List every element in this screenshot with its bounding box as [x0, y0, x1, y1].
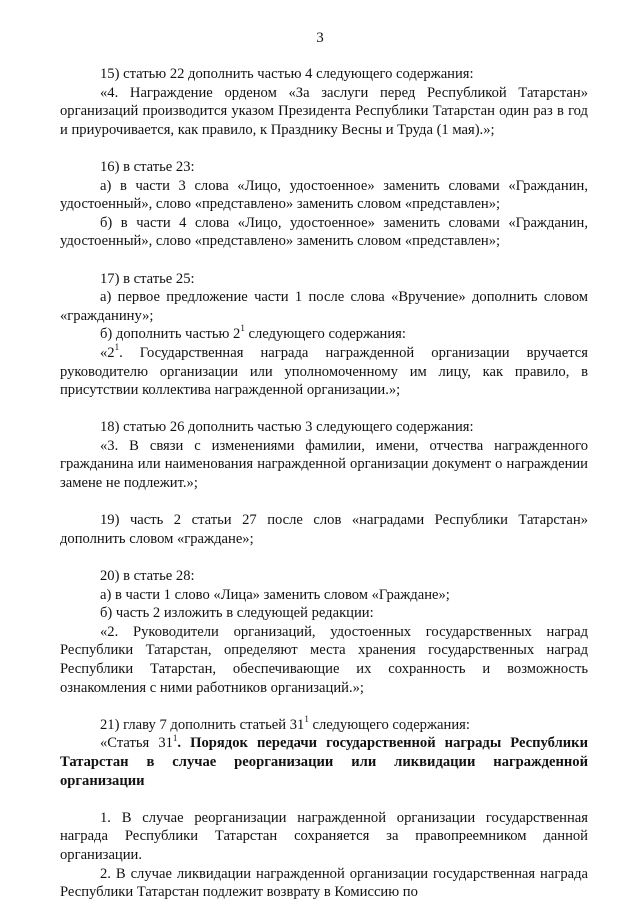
item-20-a: а) в части 1 слово «Лица» заменить словом «Граждане»;: [100, 586, 450, 603]
item-20: 20) в статье 28:: [100, 568, 195, 585]
item-19: 19) часть 2 статьи 27 после слов «наградами Республики Татарстан» дополнить словом «граждане»;: [60, 512, 588, 547]
item-16-a: а) в части 3 слова «Лицо, удостоенное» заменить словами «Гражданин, удостоенный», слово «представлено» заменить словом «представлен»;: [60, 177, 588, 213]
item-21-article-title: «Статья $31^1$. Порядок передачи государственной награды Республики Татарстан в случае реорганизации или ликвидации награжденной организации: [60, 732, 588, 789]
item-21-part-1: 1. В случае реорганизации награжденной организации государственная награда Республики Татарстан сохраняется за правопреемником данной организации.: [60, 809, 588, 863]
item-18: 18) статью 26 дополнить частью 3 следующего содержания:: [100, 419, 474, 436]
item-21-part-2: 2. В случае ликвидации награжденной организации государственная награда Республики Татарстан подлежит возврату в Комиссию по: [60, 865, 588, 901]
page-number: 3: [316, 30, 324, 46]
document-body: [60, 65, 588, 902]
item-20-c: «2. Руководители организаций, удостоенных государственных наград Республики Татарстан, определяют места хранения государственных наград Республики Татарстан, обеспечивающие их сохранность и возможность ознакомления с ними работников организаций.»;: [60, 623, 588, 696]
item-16-b: б) в части 4 слова «Лицо, удостоенное» заменить словами «Гражданин, удостоенный», слово «представлено» заменить словом «представлен»;: [60, 214, 588, 250]
item-21: 21) главу 7 дополнить статьей $31^1$ следующего содержания:: [100, 713, 470, 733]
item-15-text: «4. Награждение орденом «За заслуги перед Республикой Татарстан» организаций производится указом Президента Республики Татарстан один раз в год и приурочивается, как правило, к Празднику Весны и Труда (1 мая).»;: [60, 84, 588, 138]
item-17-c: «$2^1$. Государственная награда награжденной организации вручается руководителю организации или уполномоченному им лицу, как правило, в присутствии коллектива награжденной организации.»;: [60, 342, 588, 399]
item-17-b: б) дополнить частью $2^1$ следующего содержания:: [100, 323, 406, 343]
item-17: 17) в статье 25:: [100, 270, 195, 287]
item-20-b: б) часть 2 изложить в следующей редакции:: [100, 605, 374, 622]
item-16: 16) в статье 23:: [100, 158, 195, 175]
item-18-text: «3. В связи с изменениями фамилии, имени, отчества награжденного гражданина или наименования награжденной организации документ о награждении замене не подлежит.»;: [60, 437, 588, 492]
item-17-a: а) первое предложение части 1 после слова «Вручение» дополнить словом «гражданину»;: [60, 289, 588, 324]
item-15: 15) статью 22 дополнить частью 4 следующего содержания:: [100, 66, 474, 82]
